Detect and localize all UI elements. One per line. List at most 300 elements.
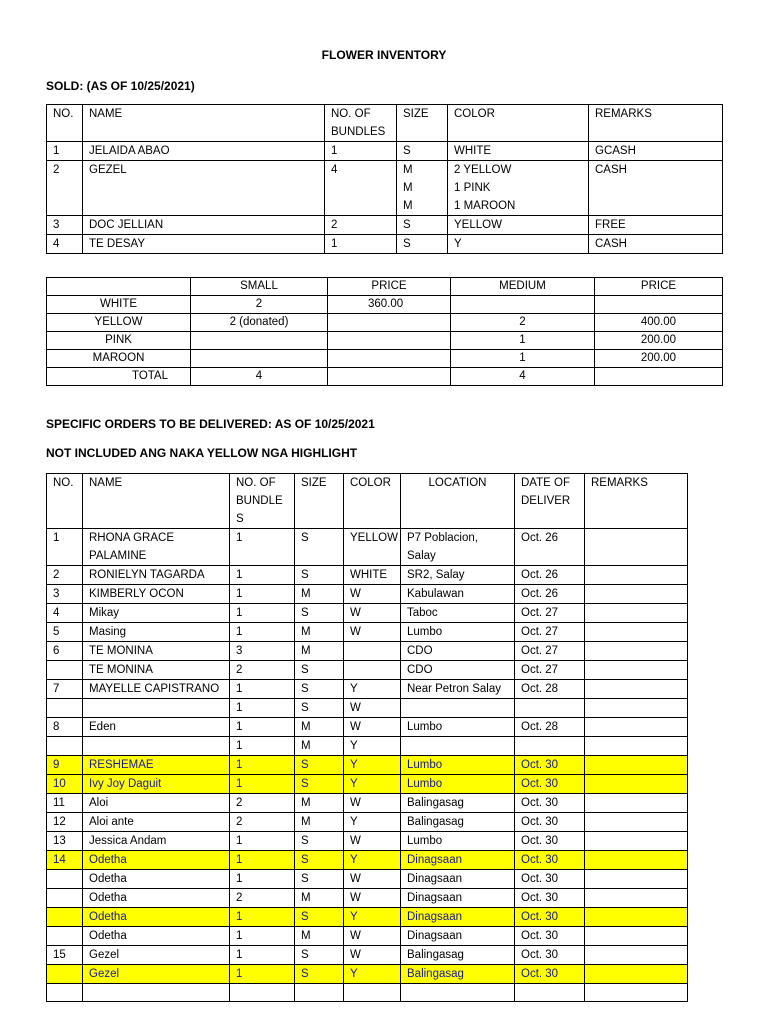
orders-cell-location: Dinagsaan [401,927,515,946]
orders-row [47,775,688,794]
orders-cell-bundles: 1 [230,604,295,623]
orders-cell-size: S [295,756,344,775]
orders-cell-no: 1 [47,529,83,566]
orders-cell-color [344,661,401,680]
orders-header-cell: NAME [83,474,230,529]
orders-cell-size: S [295,604,344,623]
orders-cell-remarks [585,775,688,794]
orders-cell-color: Y [344,680,401,699]
orders-cell-name: Gezel [83,965,230,984]
orders-cell-no [47,965,83,984]
sold-header-cell: NAME [83,105,325,142]
orders-cell-size: M [295,623,344,642]
orders-cell-location: P7 Poblacion, Salay [401,529,515,566]
orders-cell-bundles: 1 [230,680,295,699]
orders-cell-name: Odetha [83,927,230,946]
orders-cell-name: Aloi [83,794,230,813]
orders-cell-name: Odetha [83,851,230,870]
sold-cell-color: WHITE [448,142,589,161]
orders-cell-location: Lumbo [401,775,515,794]
orders-cell-remarks [585,642,688,661]
orders-row [47,529,688,566]
orders-cell-size: S [295,775,344,794]
orders-cell-date: Oct. 30 [515,889,585,908]
summary-medium: 4 [451,368,595,386]
summary-row [47,314,723,332]
orders-row [47,946,688,965]
orders-cell-size: S [295,851,344,870]
orders-cell-remarks [585,756,688,775]
orders-cell-no [47,889,83,908]
orders-cell-bundles: 1 [230,699,295,718]
orders-cell-remarks [585,529,688,566]
orders-cell-bundles: 1 [230,832,295,851]
summary-small-price: 360.00 [328,296,451,314]
orders-cell-no [47,870,83,889]
summary-small-price [328,350,451,368]
sold-cell-color: 2 YELLOW 1 PINK 1 MAROON [448,161,589,216]
orders-cell-no: 2 [47,566,83,585]
orders-cell-location: Lumbo [401,832,515,851]
orders-cell-no [47,927,83,946]
summary-medium-price: 400.00 [595,314,723,332]
orders-cell-name [83,984,230,1002]
summary-table [46,277,723,386]
orders-cell-size: S [295,832,344,851]
orders-cell-color: W [344,718,401,737]
summary-small: 4 [191,368,328,386]
orders-row [47,604,688,623]
sold-header-cell: SIZE [397,105,448,142]
orders-cell-date: Oct. 26 [515,566,585,585]
sold-cell-size: S [397,235,448,254]
summary-header-cell: PRICE [595,278,723,296]
orders-cell-color: Y [344,813,401,832]
orders-row [47,642,688,661]
orders-cell-size: S [295,699,344,718]
orders-cell-color: W [344,927,401,946]
orders-cell-size: M [295,927,344,946]
orders-cell-name: Odetha [83,889,230,908]
sold-cell-remarks: CASH [589,161,723,216]
summary-header-cell: SMALL [191,278,328,296]
orders-cell-name: Odetha [83,870,230,889]
orders-cell-location: Taboc [401,604,515,623]
orders-cell-bundles [230,984,295,1002]
orders-row [47,623,688,642]
summary-row [47,368,723,386]
orders-cell-bundles: 2 [230,889,295,908]
orders-row [47,889,688,908]
orders-cell-date: Oct. 30 [515,756,585,775]
orders-row [47,927,688,946]
orders-row [47,870,688,889]
orders-cell-remarks [585,927,688,946]
orders-row [47,756,688,775]
orders-cell-date: Oct. 26 [515,585,585,604]
orders-cell-bundles: 1 [230,756,295,775]
orders-cell-location: Balingasag [401,794,515,813]
summary-small: 2 [191,296,328,314]
orders-cell-color: W [344,870,401,889]
summary-row [47,350,723,368]
orders-cell-remarks [585,680,688,699]
orders-cell-bundles: 2 [230,813,295,832]
orders-cell-location [401,699,515,718]
summary-header-cell: PRICE [328,278,451,296]
orders-cell-date: Oct. 27 [515,623,585,642]
sold-header-cell: REMARKS [589,105,723,142]
orders-cell-name: Jessica Andam [83,832,230,851]
orders-cell-location: Lumbo [401,756,515,775]
orders-cell-location: Dinagsaan [401,851,515,870]
orders-row [47,718,688,737]
orders-cell-size: S [295,908,344,927]
summary-medium-price: 200.00 [595,332,723,350]
summary-medium-price: 200.00 [595,350,723,368]
orders-heading: SPECIFIC ORDERS TO BE DELIVERED: AS OF 10/25/2021 [46,417,375,431]
orders-header-cell: LOCATION [401,474,515,529]
orders-cell-color: W [344,794,401,813]
orders-cell-remarks [585,718,688,737]
orders-cell-bundles: 1 [230,585,295,604]
orders-cell-size: M [295,813,344,832]
orders-cell-no: 10 [47,775,83,794]
orders-cell-bundles: 1 [230,946,295,965]
sold-cell-color: YELLOW [448,216,589,235]
orders-cell-color: Y [344,908,401,927]
orders-cell-name [83,699,230,718]
orders-cell-color [344,642,401,661]
orders-header-cell: DATE OF DELIVER [515,474,585,529]
orders-cell-bundles: 1 [230,566,295,585]
summary-small-price [328,368,451,386]
orders-cell-bundles: 1 [230,908,295,927]
sold-heading: SOLD: (AS OF 10/25/2021) [46,79,195,93]
orders-cell-date: Oct. 27 [515,642,585,661]
sold-cell-name: GEZEL [83,161,325,216]
orders-cell-name: Odetha [83,908,230,927]
orders-cell-location: Lumbo [401,718,515,737]
orders-cell-name: MAYELLE CAPISTRANO [83,680,230,699]
orders-cell-color: Y [344,756,401,775]
sold-table [46,104,723,254]
orders-cell-bundles: 1 [230,965,295,984]
orders-row [47,908,688,927]
orders-cell-color: W [344,889,401,908]
summary-medium: 1 [451,350,595,368]
orders-cell-size: M [295,737,344,756]
orders-cell-size [295,984,344,1002]
summary-header-cell: MEDIUM [451,278,595,296]
summary-medium-price [595,296,723,314]
orders-cell-date: Oct. 30 [515,927,585,946]
orders-cell-no: 7 [47,680,83,699]
orders-cell-remarks [585,870,688,889]
orders-cell-bundles: 2 [230,794,295,813]
document-title: FLOWER INVENTORY [321,48,447,62]
summary-label: WHITE [47,296,191,314]
orders-header-row [47,474,688,529]
orders-cell-name: TE MONINA [83,642,230,661]
orders-cell-no: 11 [47,794,83,813]
orders-cell-location [401,737,515,756]
orders-cell-no: 5 [47,623,83,642]
orders-cell-color: WHITE [344,566,401,585]
orders-row [47,566,688,585]
orders-cell-remarks [585,737,688,756]
orders-cell-date [515,737,585,756]
orders-cell-size: S [295,680,344,699]
orders-cell-location: Kabulawan [401,585,515,604]
orders-cell-size: S [295,870,344,889]
orders-cell-bundles: 3 [230,642,295,661]
sold-cell-no: 4 [47,235,83,254]
sold-cell-remarks: FREE [589,216,723,235]
orders-row [47,680,688,699]
summary-small-price [328,314,451,332]
orders-cell-name: RESHEMAE [83,756,230,775]
orders-cell-name: Eden [83,718,230,737]
orders-cell-color: Y [344,775,401,794]
orders-header-cell: NO. OF BUNDLE S [230,474,295,529]
orders-row [47,661,688,680]
orders-cell-no: 13 [47,832,83,851]
sold-cell-name: DOC JELLIAN [83,216,325,235]
orders-cell-remarks [585,851,688,870]
orders-cell-location [401,984,515,1002]
orders-cell-date: Oct. 28 [515,680,585,699]
orders-cell-no [47,908,83,927]
sold-header-cell: NO. [47,105,83,142]
orders-cell-color: YELLOW [344,529,401,566]
orders-cell-color: W [344,699,401,718]
orders-cell-date: Oct. 26 [515,529,585,566]
orders-cell-remarks [585,984,688,1002]
summary-label: TOTAL [47,368,191,386]
orders-cell-name: Masing [83,623,230,642]
summary-medium: 1 [451,332,595,350]
sold-cell-size: M M M [397,161,448,216]
orders-cell-location: CDO [401,642,515,661]
summary-medium: 2 [451,314,595,332]
orders-row [47,794,688,813]
orders-cell-location: SR2, Salay [401,566,515,585]
summary-small [191,332,328,350]
orders-cell-remarks [585,623,688,642]
orders-cell-color: W [344,585,401,604]
orders-cell-size: M [295,889,344,908]
orders-header-cell: COLOR [344,474,401,529]
orders-cell-color: W [344,604,401,623]
sold-row [47,235,723,254]
sold-cell-name: TE DESAY [83,235,325,254]
sold-cell-name: JELAIDA ABAO [83,142,325,161]
sold-cell-size: S [397,216,448,235]
orders-cell-color: W [344,946,401,965]
orders-cell-no [47,737,83,756]
orders-cell-size: M [295,585,344,604]
orders-cell-bundles: 1 [230,529,295,566]
orders-cell-location: Dinagsaan [401,908,515,927]
orders-cell-location: Lumbo [401,623,515,642]
orders-cell-no: 12 [47,813,83,832]
sold-cell-no: 2 [47,161,83,216]
orders-cell-date: Oct. 30 [515,832,585,851]
orders-cell-no [47,661,83,680]
orders-cell-remarks [585,813,688,832]
orders-cell-color: Y [344,965,401,984]
orders-cell-remarks [585,794,688,813]
orders-cell-no: 3 [47,585,83,604]
sold-cell-no: 3 [47,216,83,235]
orders-row [47,813,688,832]
sold-header-cell: NO. OF BUNDLES [325,105,397,142]
orders-row [47,832,688,851]
orders-cell-location: Dinagsaan [401,870,515,889]
orders-cell-size: M [295,718,344,737]
orders-cell-date: Oct. 30 [515,794,585,813]
sold-cell-no: 1 [47,142,83,161]
orders-cell-date: Oct. 30 [515,946,585,965]
orders-cell-size: S [295,661,344,680]
orders-cell-no: 15 [47,946,83,965]
sold-header-row [47,105,723,142]
orders-cell-color [344,984,401,1002]
orders-cell-name: Aloi ante [83,813,230,832]
orders-cell-name: RHONA GRACE PALAMINE [83,529,230,566]
summary-small [191,350,328,368]
orders-cell-remarks [585,661,688,680]
summary-label: MAROON [47,350,191,368]
sold-row [47,216,723,235]
orders-note: NOT INCLUDED ANG NAKA YELLOW NGA HIGHLIGHT [46,446,358,460]
orders-cell-remarks [585,965,688,984]
orders-cell-location: Balingasag [401,965,515,984]
summary-row [47,332,723,350]
orders-cell-color: W [344,623,401,642]
orders-header-cell: REMARKS [585,474,688,529]
orders-cell-name: Mikay [83,604,230,623]
orders-cell-remarks [585,699,688,718]
orders-cell-date: Oct. 28 [515,718,585,737]
sold-cell-size: S [397,142,448,161]
orders-cell-size: S [295,946,344,965]
sold-header-cell: COLOR [448,105,589,142]
orders-cell-name: Ivy Joy Daguit [83,775,230,794]
summary-header-cell [47,278,191,296]
summary-medium [451,296,595,314]
orders-row [47,851,688,870]
orders-cell-remarks [585,946,688,965]
orders-cell-date: Oct. 30 [515,813,585,832]
orders-cell-remarks [585,585,688,604]
orders-cell-date: Oct. 27 [515,604,585,623]
orders-cell-no: 4 [47,604,83,623]
orders-cell-location: CDO [401,661,515,680]
orders-cell-date: Oct. 30 [515,965,585,984]
orders-cell-no: 8 [47,718,83,737]
orders-row [47,585,688,604]
summary-label: PINK [47,332,191,350]
orders-row [47,965,688,984]
orders-cell-no [47,984,83,1002]
orders-cell-name: RONIELYN TAGARDA [83,566,230,585]
orders-cell-remarks [585,566,688,585]
orders-row [47,699,688,718]
orders-cell-bundles: 1 [230,623,295,642]
orders-header-cell: SIZE [295,474,344,529]
orders-cell-no: 14 [47,851,83,870]
orders-cell-location: Balingasag [401,813,515,832]
orders-row [47,737,688,756]
sold-row [47,142,723,161]
orders-header-cell: NO. [47,474,83,529]
summary-medium-price [595,368,723,386]
summary-small: 2 (donated) [191,314,328,332]
orders-cell-color: W [344,832,401,851]
sold-cell-remarks: CASH [589,235,723,254]
summary-label: YELLOW [47,314,191,332]
orders-cell-location: Dinagsaan [401,889,515,908]
orders-cell-bundles: 1 [230,927,295,946]
orders-cell-size: S [295,566,344,585]
orders-cell-no [47,699,83,718]
summary-header-row [47,278,723,296]
orders-cell-remarks [585,604,688,623]
orders-cell-size: S [295,529,344,566]
orders-cell-color: Y [344,851,401,870]
orders-cell-name [83,737,230,756]
orders-cell-date: Oct. 30 [515,851,585,870]
sold-cell-color: Y [448,235,589,254]
orders-cell-no: 9 [47,756,83,775]
orders-cell-name: TE MONINA [83,661,230,680]
orders-cell-location: Near Petron Salay [401,680,515,699]
orders-cell-size: S [295,965,344,984]
orders-cell-date: Oct. 30 [515,775,585,794]
sold-cell-bundles: 1 [325,142,397,161]
orders-cell-date: Oct. 30 [515,870,585,889]
orders-cell-bundles: 1 [230,851,295,870]
orders-cell-remarks [585,889,688,908]
orders-cell-no: 6 [47,642,83,661]
summary-small-price [328,332,451,350]
orders-cell-date [515,984,585,1002]
orders-cell-remarks [585,832,688,851]
sold-cell-bundles: 2 [325,216,397,235]
orders-cell-size: M [295,642,344,661]
orders-cell-date [515,699,585,718]
orders-cell-bundles: 1 [230,718,295,737]
orders-cell-bundles: 1 [230,775,295,794]
orders-cell-name: Gezel [83,946,230,965]
sold-cell-bundles: 4 [325,161,397,216]
orders-cell-location: Balingasag [401,946,515,965]
orders-cell-bundles: 1 [230,870,295,889]
orders-cell-remarks [585,908,688,927]
orders-table [46,473,688,1002]
sold-row [47,161,723,216]
orders-cell-size: M [295,794,344,813]
orders-cell-color: Y [344,737,401,756]
summary-row [47,296,723,314]
orders-cell-date: Oct. 30 [515,908,585,927]
sold-cell-bundles: 1 [325,235,397,254]
orders-cell-date: Oct. 27 [515,661,585,680]
orders-cell-bundles: 1 [230,737,295,756]
sold-cell-remarks: GCASH [589,142,723,161]
